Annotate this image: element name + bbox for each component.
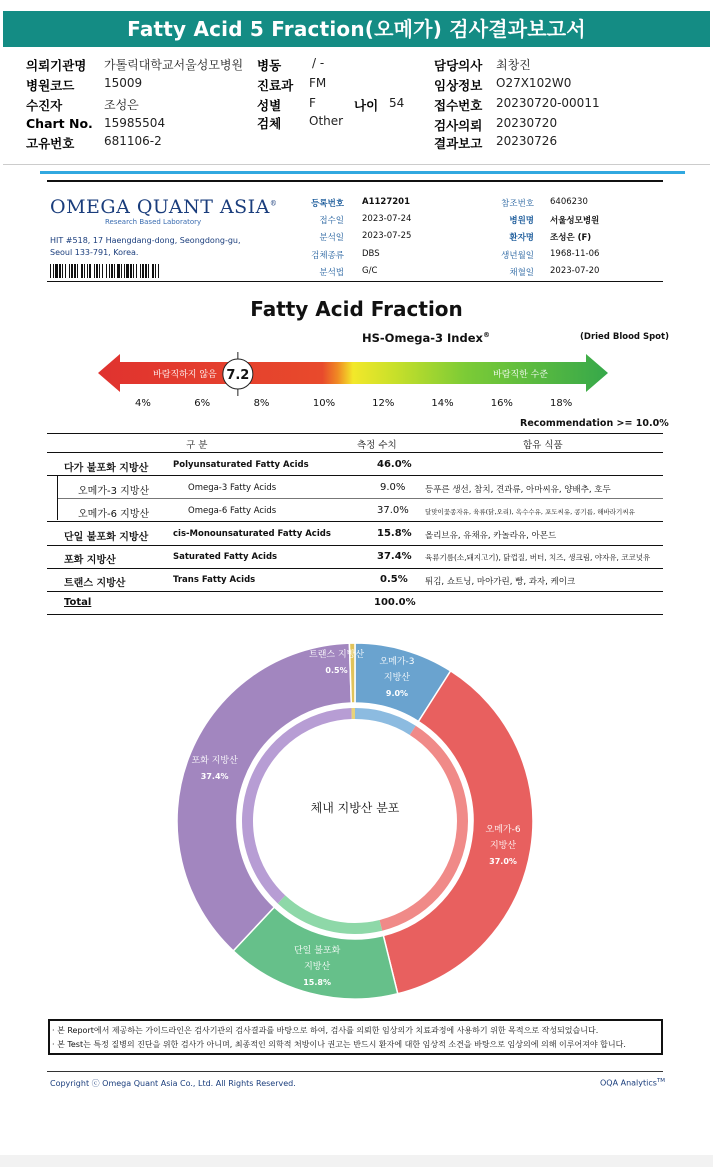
inner-ring-segment-5 (351, 708, 355, 719)
hdr-value-doctor: 최창진 (496, 58, 531, 72)
donut-center-label: 체내 지방산 분포 (310, 801, 400, 815)
lab-address-line-1: HIT #518, 17 Haengdang-dong, Seongdong-gu, (50, 236, 241, 245)
scale-tick-label: 14% (431, 398, 454, 409)
table-header-foods: 함유 식품 (523, 440, 563, 451)
report-title: Fatty Acid 5 Fraction(오메가) 검사결과보고서 (3, 11, 710, 47)
donut-segment-label: 0.5% (325, 666, 348, 676)
ri-value-method: G/C (362, 266, 378, 276)
hdr-value-institution: 가톨릭대학교서울성모병원 (104, 58, 244, 72)
hdr-label-receipt-no: 접수번호 (434, 98, 483, 113)
donut-segment-label: 트랜스 지방산 (309, 650, 365, 661)
table-row-rule (47, 545, 663, 546)
fraction-title: Fatty Acid Fraction (250, 297, 463, 321)
scale-tick-label: 6% (194, 398, 211, 409)
hdr-label-request-date: 검사의뢰 (434, 118, 483, 133)
hdr-value-ward: / - (312, 56, 325, 70)
table-row-rule (47, 475, 663, 476)
scale-value-marker (223, 352, 253, 396)
hdr-value-receipt-no: 20230720-00011 (496, 96, 600, 110)
table-row-rule (47, 521, 663, 522)
donut-segment-label: 오메가-6 (485, 825, 521, 836)
table-row-food: 달맞이꽃종자유, 육류(닭,오리), 옥수수유, 포도씨유, 콩기름, 해바라기씨유 (425, 508, 635, 516)
outer-ring-segment-4 (177, 643, 351, 951)
table-row-value: 15.8% (377, 528, 412, 539)
ri-value-analyzed: 2023-07-25 (362, 231, 412, 241)
hdr-label-specimen: 검체 (257, 116, 282, 131)
hdr-value-sex: F (309, 96, 316, 110)
table-row-rule (58, 498, 663, 499)
table-row-food: 튀김, 쇼트닝, 마아가린, 빵, 과자, 케이크 (425, 577, 576, 587)
ri-label-specimen-type: 검체종류 (311, 251, 344, 261)
hdr-value-chart-no: 15985504 (104, 116, 166, 130)
table-row-ko: 단일 불포화 지방산 (64, 532, 149, 543)
lab-logo: OMEGA QUANT ASIA® (50, 196, 278, 218)
table-row-value: 46.0% (377, 459, 412, 470)
table-top-rule (47, 433, 663, 434)
omega3-index-scale (98, 352, 610, 416)
footer-rule (47, 1071, 663, 1072)
hdr-label-ward: 병동 (257, 58, 282, 73)
hdr-label-department: 진료과 (257, 78, 294, 93)
hdr-label-sex: 성별 (257, 98, 282, 113)
table-row-ko: 다가 불포화 지방산 (64, 463, 149, 474)
scale-left-label: 바람직하지 않음 (153, 370, 217, 380)
lab-address-line-2: Seoul 133-791, Korea. (50, 248, 139, 257)
table-header-category: 구 분 (186, 440, 208, 451)
recommendation: Recommendation >= 10.0% (520, 418, 669, 429)
donut-segment-label: 지방산 (383, 672, 411, 683)
table-row-ko: 오메가-3 지방산 (78, 486, 150, 497)
header-divider (3, 164, 710, 165)
index-title: HS-Omega-3 Index® (362, 331, 490, 345)
report-info-rule (47, 281, 663, 282)
accent-rule (40, 171, 685, 174)
table-row-value: 9.0% (380, 482, 406, 493)
scale-tick-label: 4% (135, 398, 151, 409)
disclaimer-line-1: · 본 Report에서 제공하는 가이드라인은 검사기관의 검사결과를 바탕으로 하여, 검사를 의뢰한 임상의가 치료과정에 사용하기 위한 목적으로 작성되었습니다. (52, 1026, 599, 1035)
table-row-value: 0.5% (380, 574, 408, 585)
ri-label-hospital: 병원명 (509, 216, 534, 226)
disclaimer-line-2: · 본 Test는 특정 질병의 진단을 위한 검사가 아니며, 최종적인 의학적 처방이나 권고는 반드시 환자에 대한 임상적 소견을 바탕으로 임상의에 의해 이루어져야 합니다. (52, 1040, 626, 1049)
donut-segment-label: 지방산 (489, 841, 517, 852)
hdr-value-patient: 조성은 (104, 98, 139, 112)
table-row-ko: 오메가-6 지방산 (78, 509, 150, 520)
table-row-rule (47, 568, 663, 569)
table-row-value: 37.0% (377, 505, 409, 516)
hdr-value-clinical-info: O27X102W0 (496, 76, 572, 90)
scale-tick-label: 16% (490, 398, 513, 409)
report-top-rule (47, 180, 663, 182)
donut-segment-label: 37.0% (489, 857, 517, 867)
ri-label-analyzed: 분석일 (319, 233, 344, 243)
scale-tick-label: 18% (550, 398, 573, 409)
donut-segment-label: 9.0% (385, 688, 409, 698)
table-row-rule (47, 591, 663, 592)
table-row-en: Omega-3 Fatty Acids (188, 483, 277, 493)
hdr-label-age: 나이 (354, 98, 379, 113)
ri-label-received: 접수일 (319, 216, 344, 226)
table-row-food: 등푸른 생선, 참치, 견과류, 아마씨유, 양배추, 호두 (425, 485, 611, 495)
scale-value-text: 7.2 (226, 368, 250, 383)
table-total-label: Total (64, 597, 92, 608)
ri-label-reg-no: 등록번호 (311, 199, 344, 209)
hdr-label-chart-no: Chart No. (26, 116, 93, 131)
scale-right-label: 바람직한 수준 (493, 370, 549, 380)
ri-value-ref-no: 6406230 (550, 197, 588, 207)
table-row-en: Saturated Fatty Acids (173, 552, 278, 562)
scale-tick-label: 10% (312, 398, 336, 409)
donut-segment-label: 포화 지방산 (191, 756, 238, 767)
ri-label-method: 분석법 (319, 268, 344, 278)
table-row-ko: 포화 지방산 (64, 555, 116, 566)
donut-segment-label: 오메가-3 (379, 656, 415, 667)
hdr-label-report-date: 결과보고 (434, 136, 483, 151)
ri-value-hospital: 서울성모병원 (550, 216, 600, 226)
table-row-en: cis-Monounsaturated Fatty Acids (173, 529, 331, 539)
hdr-value-report-date: 20230726 (496, 134, 558, 148)
table-row-food: 육류기름(소,돼지고기), 닭껍질, 버터, 치즈, 생크림, 야자유, 코코넛유 (425, 553, 651, 562)
table-row-en: Polyunsaturated Fatty Acids (173, 460, 309, 470)
table-row-en: Omega-6 Fatty Acids (188, 506, 277, 516)
lab-tagline: Research Based Laboratory (105, 218, 202, 226)
table-row-food: 올리브유, 유채유, 카놀라유, 아몬드 (425, 531, 557, 541)
table-row-value: 37.4% (377, 551, 412, 562)
ri-value-reg-no: A1127201 (362, 197, 410, 207)
copyright: Copyright ⓒ Omega Quant Asia Co., Ltd. All Rights Reserved. (50, 1079, 296, 1088)
hdr-value-request-date: 20230720 (496, 116, 558, 130)
hdr-value-hospital-code: 15009 (104, 76, 143, 90)
dbs-note: (Dried Blood Spot) (580, 332, 669, 342)
table-bottom-rule (47, 614, 663, 615)
hdr-label-patient: 수진자 (26, 98, 63, 113)
ri-value-specimen-type: DBS (362, 249, 380, 259)
hdr-value-age: 54 (389, 96, 405, 110)
table-row-ko: 트랜스 지방산 (64, 578, 126, 589)
ri-value-patient: 조성은 (F) (550, 233, 592, 243)
ri-value-draw-date: 2023-07-20 (550, 266, 600, 276)
bottom-strip (0, 1155, 713, 1167)
footer-brand: OQA Analytics™ (600, 1078, 666, 1088)
scale-tick-label: 8% (253, 398, 270, 409)
fatty-acid-donut-chart (170, 636, 540, 1006)
barcode-image (50, 264, 160, 278)
hdr-label-institution: 의뢰기관명 (26, 58, 87, 73)
hdr-value-department: FM (309, 76, 327, 90)
ri-label-draw-date: 채혈일 (509, 268, 534, 278)
donut-segment-label: 지방산 (304, 962, 331, 973)
hdr-value-unique-no: 681106-2 (104, 134, 162, 148)
ri-label-birth: 생년월일 (501, 251, 534, 261)
hdr-label-hospital-code: 병원코드 (26, 78, 75, 93)
scale-tick-label: 12% (372, 398, 395, 409)
hdr-label-doctor: 담당의사 (434, 58, 483, 73)
donut-segment-label: 15.8% (303, 978, 332, 988)
hdr-value-specimen: Other (309, 114, 344, 128)
table-row-en: Trans Fatty Acids (173, 575, 256, 585)
hdr-label-clinical-info: 임상정보 (434, 78, 483, 93)
ri-value-received: 2023-07-24 (362, 214, 412, 224)
ri-label-patient: 환자명 (509, 233, 534, 243)
table-header-rule (47, 452, 663, 453)
ri-label-ref-no: 참조번호 (501, 199, 534, 209)
hdr-label-unique-no: 고유번호 (26, 136, 75, 151)
donut-segment-label: 단일 불포화 (293, 946, 341, 957)
donut-segment-label: 37.4% (200, 772, 229, 782)
table-total-value: 100.0% (374, 597, 416, 608)
ri-value-birth: 1968-11-06 (550, 249, 600, 259)
table-header-value: 측정 수치 (357, 440, 397, 451)
